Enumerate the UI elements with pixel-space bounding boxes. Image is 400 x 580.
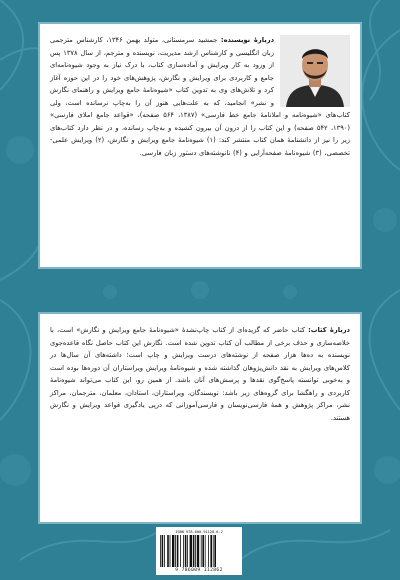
barcode-stripe [208, 535, 209, 567]
author-portrait [280, 35, 350, 107]
book-section-heading: دربارهٔ کتاب: [308, 326, 350, 334]
barcode-stripe [195, 535, 196, 567]
barcode-bars-graphic [159, 535, 239, 567]
barcode-stripe [172, 535, 174, 567]
book-description-text: کتاب حاضر که گزیده‌ای از کتاب چاپ‌نشدهٔ «شیوه‌نامهٔ جامع ویرایش و نگارش» است، با خلاصه‌سازی و حذف برخی از مطالب آن کتاب تدوین شده است. نگارش این کتاب حاصل نگاه قاعده‌جوی نویسنده به ده‌ها هزار صفحه از نوشته‌های درست ویرایش و چاپ است؛ داشته‌های آن سال‌ها در کلاس‌های ویرایش به نقد دانش‌پژوهان گذاشته شده و شیوه‌نامهٔ ویرایش ویراستاران آن دوره‌ها بوده است و به‌خوبی توانسته پاسخ‌گوی نقدها و پرسش‌های آنان باشد. از همین رو، این کتاب می‌تواند شیوه‌نامهٔ کاربردی و راهگشا برای گروه‌های زیر باشد: نویسندگان، ویراستاران، استادان، معلمان، مترجمان، مراکز نشر، مراکز پژوهش و همهٔ فارسی‌نویسان و فارسی‌آموزانی که درپی یادگیری قواعد ویرایش و نگارش هستند. [50, 326, 350, 422]
book-info-panel [38, 312, 362, 524]
barcode-stripe [193, 535, 195, 567]
barcode-stripe [213, 535, 214, 567]
isbn-barcode [156, 527, 242, 575]
barcode-stripe [183, 535, 184, 567]
book-description-paragraph [50, 324, 350, 424]
barcode-stripe [210, 535, 212, 567]
barcode-stripe [167, 535, 169, 567]
author-info-panel [38, 22, 362, 269]
barcode-stripe [180, 535, 181, 567]
barcode-stripe [214, 535, 216, 567]
barcode-digits: 9 786009 112862 [175, 568, 223, 573]
barcode-stripe [190, 535, 192, 567]
barcode-stripe [197, 535, 199, 567]
barcode-stripe [201, 535, 202, 567]
barcode-stripe [177, 535, 179, 567]
barcode-stripe [162, 535, 164, 567]
barcode-stripe [175, 535, 176, 567]
barcode-stripe [202, 535, 204, 567]
barcode-stripe [185, 535, 187, 567]
barcode-stripe [205, 535, 206, 567]
barcode-stripe [187, 535, 188, 567]
barcode-stripe [170, 535, 171, 567]
author-section-heading: دربارهٔ نویسنده: [220, 36, 274, 44]
isbn-label: ISBN 978-600-91128-6-2 [175, 530, 223, 534]
barcode-stripe [164, 535, 165, 567]
author-bio-text: جمشید سرمستانی، متولد بهمن ۱۳۴۶، کارشناس مترجمی زبان انگلیسی و کارشناس ارشد مدیریت، نویسنده و مترجم، از سال ۱۳۷۸ پس از ورود به کار ویرایش و آماده‌سازی کتاب، با درک نیاز به وجود شیوه‌نامه‌ای جامع و کاربردی برای ویرایش و نگارش، پژوهش‌های خود را در این حوزه آغاز کرد و تلاش‌های وی به تدوین کتاب «شیوه‌نامهٔ جامع ویرایش و راهنمای نگارش و نشر» انجامید، که به علت‌هایی هنوز آن را به‌چاپ نرسانده است، ولی کتاب‌های «شیوه‌نامه و املانامهٔ جامع خط فارسی» (۱۳۸۷، ۵۶۴ صفحه)، «قواعد جامع املای فارسی» (۱۳۹۰، ۵۴۲ صفحه) و این کتاب را از درون آن بیرون کشیده و به‌چاپ رسانده، و در نظر دارد کتاب‌های زیر را نیز از دانشنامهٔ همان کتاب منتشر کند: (۱) شیوه‌نامهٔ جامع ویرایش و نگارش، (۲) ویرایش علمی- تخصصی، (۳) شیوه‌نامهٔ صفحه‌آرایی و (۴) نانوشته‌های دستور زبان فارسی. [50, 36, 351, 157]
barcode-stripe [160, 535, 161, 567]
author-portrait-illustration [280, 35, 350, 107]
